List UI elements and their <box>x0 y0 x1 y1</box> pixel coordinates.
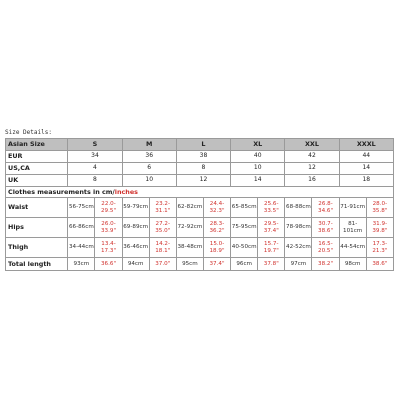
size-value: 38 <box>176 151 230 163</box>
inch-value: 26.0-33.9" <box>95 218 122 238</box>
size-value: 8 <box>68 175 122 187</box>
header-size-xxl: XXL <box>285 139 339 151</box>
inch-value: 16.5-20.5" <box>312 238 339 258</box>
cm-value: 68-88cm <box>285 198 312 218</box>
size-value: 36 <box>122 151 176 163</box>
inch-value: 15.0-18.9" <box>203 238 230 258</box>
row-label: Hips <box>6 218 68 238</box>
cm-value: 38-48cm <box>176 238 203 258</box>
cm-value: 44-54cm <box>339 238 366 258</box>
size-value: 44 <box>339 151 393 163</box>
inch-value: 25.6-33.5" <box>258 198 285 218</box>
inch-value: 37.0" <box>149 258 176 271</box>
inch-value: 17.3-21.3" <box>366 238 393 258</box>
size-value: 14 <box>339 163 393 175</box>
cm-value: 69-89cm <box>122 218 149 238</box>
inch-value: 23.2-31.1" <box>149 198 176 218</box>
size-chart-table <box>5 138 394 271</box>
size-value: 4 <box>68 163 122 175</box>
cm-value: 56-75cm <box>68 198 95 218</box>
inch-value: 30.7-38.6" <box>312 218 339 238</box>
inch-value: 29.5-37.4" <box>258 218 285 238</box>
table-row <box>6 258 394 271</box>
inch-value: 38.6" <box>366 258 393 271</box>
header-row <box>6 139 394 151</box>
inch-value: 36.6" <box>95 258 122 271</box>
row-label: EUR <box>6 151 68 163</box>
inch-value: 14.2-18.1" <box>149 238 176 258</box>
size-value: 6 <box>122 163 176 175</box>
table-row <box>6 163 394 175</box>
inch-value: 27.2-35.0" <box>149 218 176 238</box>
size-value: 12 <box>176 175 230 187</box>
cm-value: 72-92cm <box>176 218 203 238</box>
header-size-s: S <box>68 139 122 151</box>
inch-value: 37.4" <box>203 258 230 271</box>
measurements-heading-inches: inches <box>114 187 138 196</box>
table-row <box>6 218 394 238</box>
cm-value: 95cm <box>176 258 203 271</box>
cm-value: 65-85cm <box>231 198 258 218</box>
inch-value: 15.7-19.7" <box>258 238 285 258</box>
table-row <box>6 238 394 258</box>
row-label: Waist <box>6 198 68 218</box>
cm-value: 59-79cm <box>122 198 149 218</box>
cm-value: 34-44cm <box>68 238 95 258</box>
inch-value: 38.2" <box>312 258 339 271</box>
size-value: 40 <box>231 151 285 163</box>
cm-value: 36-46cm <box>122 238 149 258</box>
cm-value: 94cm <box>122 258 149 271</box>
size-value: 10 <box>231 163 285 175</box>
cm-value: 42-52cm <box>285 238 312 258</box>
table-row <box>6 175 394 187</box>
inch-value: 26.8-34.6" <box>312 198 339 218</box>
inch-value: 13.4-17.3" <box>95 238 122 258</box>
cm-value: 66-86cm <box>68 218 95 238</box>
row-label: Total length <box>6 258 68 271</box>
cm-value: 75-95cm <box>231 218 258 238</box>
cm-value: 62-82cm <box>176 198 203 218</box>
inch-value: 22.0-29.5" <box>95 198 122 218</box>
cm-value: 96cm <box>231 258 258 271</box>
row-label: UK <box>6 175 68 187</box>
size-value: 34 <box>68 151 122 163</box>
inch-value: 28.0-35.8" <box>366 198 393 218</box>
size-value: 18 <box>339 175 393 187</box>
row-label: Thigh <box>6 238 68 258</box>
cm-value: 71-91cm <box>339 198 366 218</box>
measurements-heading-row <box>6 187 394 198</box>
table-row <box>6 198 394 218</box>
measurements-heading-text: Clothes measurements in cm/ <box>8 187 115 196</box>
header-size-xl: XL <box>231 139 285 151</box>
inch-value: 28.3-36.2" <box>203 218 230 238</box>
cm-value: 81-101cm <box>339 218 366 238</box>
cm-value: 40-50cm <box>231 238 258 258</box>
cm-value: 78-98cm <box>285 218 312 238</box>
header-size-xxxl: XXXL <box>339 139 393 151</box>
size-value: 42 <box>285 151 339 163</box>
measurements-heading <box>6 187 394 198</box>
size-value: 10 <box>122 175 176 187</box>
row-label: US,CA <box>6 163 68 175</box>
inch-value: 37.8" <box>258 258 285 271</box>
size-value: 14 <box>231 175 285 187</box>
header-size-l: L <box>176 139 230 151</box>
inch-value: 31.9-39.8" <box>366 218 393 238</box>
size-value: 12 <box>285 163 339 175</box>
inch-value: 24.4-32.3" <box>203 198 230 218</box>
size-value: 16 <box>285 175 339 187</box>
size-value: 8 <box>176 163 230 175</box>
cm-value: 97cm <box>285 258 312 271</box>
page-title: Size Details: <box>5 129 52 136</box>
table-row <box>6 151 394 163</box>
cm-value: 93cm <box>68 258 95 271</box>
header-asian-size: Asian Size <box>6 139 68 151</box>
header-size-m: M <box>122 139 176 151</box>
cm-value: 98cm <box>339 258 366 271</box>
